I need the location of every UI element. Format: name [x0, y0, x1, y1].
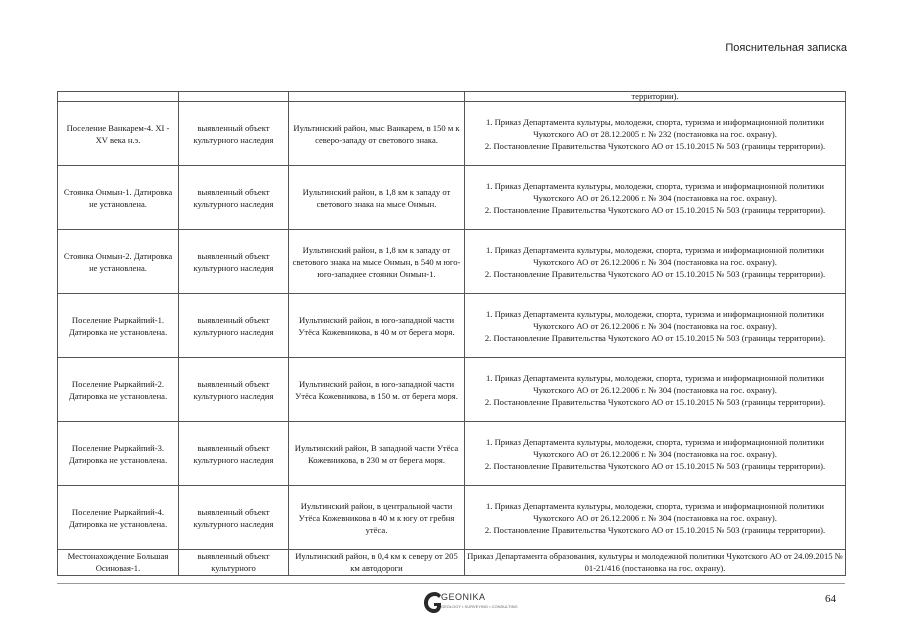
- cell-documents: [465, 230, 846, 294]
- cell-documents: [465, 102, 846, 166]
- document-order: 1. Приказ Департамента культуры, молодежи, спорта, туризма и информационной политики Чукотского АО от 26.12.2006 г. № 304 (постановка на гос. охрану).: [486, 372, 824, 395]
- table-row-continuation: [58, 92, 846, 102]
- document-order: 1. Приказ Департамента культуры, молодежи, спорта, туризма и информационной политики Чукотского АО от 26.12.2006 г. № 304 (постановка на гос. охрану).: [486, 244, 824, 267]
- heritage-objects-table: [57, 91, 846, 576]
- cell-documents: Приказ Департамента образования, культуры и молодежной политики Чукотского АО от 24.09.2015 № 01-21/416 (постановка на гос. охрану).: [465, 550, 846, 576]
- cell-location: Иультинский район, В западной части Утёса Кожевникова, в 230 м от берега моря.: [289, 422, 465, 486]
- cell-object-name: Поселение Рыркайпий-4. Датировка не установлена.: [58, 486, 179, 550]
- footer-divider: [57, 583, 845, 584]
- table-row: [58, 294, 846, 358]
- cell-location: Иультинский район, мыс Ванкарем, в 150 м к северо-западу от светового знака.: [289, 102, 465, 166]
- cell-object-name: Местонахождение Большая Осиновая-1.: [58, 550, 179, 576]
- cell-location: Иультинский район, в 1,8 км к западу от светового знака на мысе Онмын, в 540 м юго-юго-западнее стоянки Онмын-1.: [289, 230, 465, 294]
- cell-object-type: выявленный объект культурного: [179, 550, 289, 576]
- document-order: 1. Приказ Департамента культуры, молодежи, спорта, туризма и информационной политики Чукотского АО от 26.12.2006 г. № 304 (постановка на гос. охрану).: [486, 436, 824, 459]
- logo-wordmark: GEONIKA: [441, 592, 486, 602]
- cell-object-type: выявленный объект культурного наследия: [179, 358, 289, 422]
- document-resolution: 2. Постановление Правительства Чукотского АО от 15.10.2015 № 503 (границы территории).: [484, 524, 826, 535]
- cell-location: Иультинский район, в центральной части Утёса Кожевникова в 40 м к югу от гребня утёса.: [289, 486, 465, 550]
- table-row: [58, 422, 846, 486]
- logo-tagline: GEOLOGY • SURVEYING • CONSULTING: [441, 604, 518, 609]
- cell-location: Иультинский район, в юго-западной части Утёса Кожевникова, в 150 м. от берега моря.: [289, 358, 465, 422]
- table-row: [58, 486, 846, 550]
- document-resolution: 2. Постановление Правительства Чукотского АО от 15.10.2015 № 503 (границы территории).: [484, 140, 826, 151]
- document-resolution: 2. Постановление Правительства Чукотского АО от 15.10.2015 № 503 (границы территории).: [484, 204, 826, 215]
- cell-location: Иультинский район, в 1,8 км к западу от светового знака на мысе Онмын.: [289, 166, 465, 230]
- cell-documents: [465, 294, 846, 358]
- cell-object-name: Поселение Ванкарем-4. XI - XV века н.э.: [58, 102, 179, 166]
- table-row: [58, 550, 846, 576]
- cell-object-name: Поселение Рыркайпий-2. Датировка не установлена.: [58, 358, 179, 422]
- cell-object-name: Поселение Рыркайпий-1. Датировка не установлена.: [58, 294, 179, 358]
- document-header-title: Пояснительная записка: [725, 42, 847, 54]
- cell-object-type: выявленный объект культурного наследия: [179, 294, 289, 358]
- cell-documents: [465, 486, 846, 550]
- cell-object-name: Поселение Рыркайпий-3. Датировка не установлена.: [58, 422, 179, 486]
- cell-object-type: выявленный объект культурного наследия: [179, 422, 289, 486]
- table-row: [58, 166, 846, 230]
- cell-object-name: Стоянка Онмын-2. Датировка не установлена.: [58, 230, 179, 294]
- document-resolution: 2. Постановление Правительства Чукотского АО от 15.10.2015 № 503 (границы территории).: [484, 460, 826, 471]
- document-order: 1. Приказ Департамента культуры, молодежи, спорта, туризма и информационной политики Чукотского АО от 28.12.2005 г. № 232 (постановка на гос. охрану).: [486, 116, 824, 139]
- cell-documents: территории).: [465, 92, 846, 102]
- cell-documents: [465, 166, 846, 230]
- cell-object-type: выявленный объект культурного наследия: [179, 486, 289, 550]
- cell-object-type: выявленный объект культурного наследия: [179, 166, 289, 230]
- cell-object-name: Стоянка Онмын-1. Датировка не установлена.: [58, 166, 179, 230]
- cell-object-type: выявленный объект культурного наследия: [179, 230, 289, 294]
- document-resolution: 2. Постановление Правительства Чукотского АО от 15.10.2015 № 503 (границы территории).: [484, 396, 826, 407]
- page-number: 64: [825, 593, 836, 605]
- cell-documents: [465, 422, 846, 486]
- cell-documents: [465, 358, 846, 422]
- cell-location: Иультинский район, в юго-западной части Утёса Кожевникова, в 40 м от берега моря.: [289, 294, 465, 358]
- document-resolution: 2. Постановление Правительства Чукотского АО от 15.10.2015 № 503 (границы территории).: [484, 332, 826, 343]
- document-order: 1. Приказ Департамента культуры, молодежи, спорта, туризма и информационной политики Чукотского АО от 26.12.2006 г. № 304 (постановка на гос. охрану).: [486, 180, 824, 203]
- cell-object-type: выявленный объект культурного наследия: [179, 102, 289, 166]
- table-row: [58, 230, 846, 294]
- table-row: [58, 102, 846, 166]
- cell-location: Иультинский район, в 0,4 км к северу от 205 км автодороги: [289, 550, 465, 576]
- table-row: [58, 358, 846, 422]
- document-order: 1. Приказ Департамента культуры, молодежи, спорта, туризма и информационной политики Чукотского АО от 26.12.2006 г. № 304 (постановка на гос. охрану).: [486, 500, 824, 523]
- document-resolution: 2. Постановление Правительства Чукотского АО от 15.10.2015 № 503 (границы территории).: [484, 268, 826, 279]
- document-order: 1. Приказ Департамента культуры, молодежи, спорта, туризма и информационной политики Чукотского АО от 26.12.2006 г. № 304 (постановка на гос. охрану).: [486, 308, 824, 331]
